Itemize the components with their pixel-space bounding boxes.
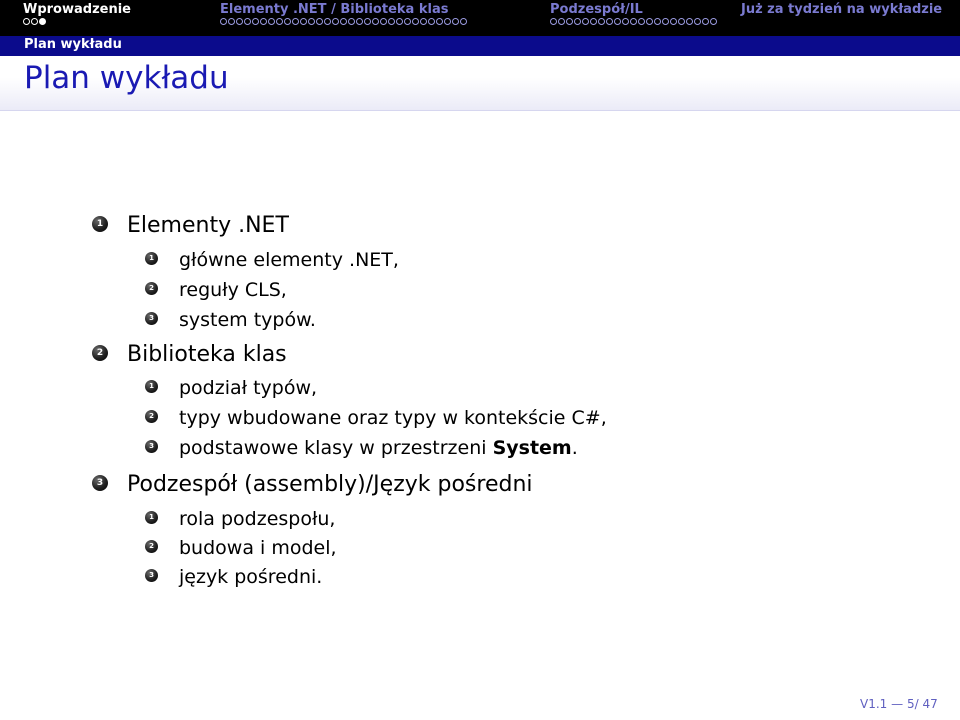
frame-dot[interactable] [550,18,557,25]
frame-title: Plan wykładu [24,60,229,96]
frame-title-bar [0,56,960,111]
outline-item-2 [92,342,287,367]
frame-dot[interactable] [574,18,581,25]
frame-dot[interactable] [220,18,227,25]
number-ball-icon: 1 [145,380,158,393]
frame-dot[interactable] [460,18,467,25]
nav-section-podzespol[interactable]: Podzespół/IL [550,2,643,17]
frame-dot[interactable] [396,18,403,25]
outline-item-label: Biblioteka klas [127,342,287,367]
frame-dot[interactable] [452,18,459,25]
outline-item-1 [92,213,289,238]
nav-section-wprowadzenie[interactable]: Wprowadzenie [23,2,131,17]
outline-subitem-label: język pośredni. [179,566,323,588]
frame-dot[interactable] [654,18,661,25]
frame-dot[interactable] [23,18,30,25]
frame-dot[interactable] [662,18,669,25]
frame-dot-current[interactable] [39,18,46,25]
frame-dot[interactable] [404,18,411,25]
frame-dot[interactable] [300,18,307,25]
frame-dot[interactable] [646,18,653,25]
frame-dot[interactable] [606,18,613,25]
number-ball-icon: 2 [145,540,158,553]
frame-dot[interactable] [284,18,291,25]
frame-dot[interactable] [340,18,347,25]
frame-dot[interactable] [308,18,315,25]
frame-dot[interactable] [638,18,645,25]
frame-dot[interactable] [622,18,629,25]
frame-dot[interactable] [444,18,451,25]
number-ball-icon: 3 [92,475,108,491]
page-counter: 5/ 47 [906,697,938,711]
outline-subitem [145,407,607,429]
nav-section-elementy-net[interactable]: Elementy .NET / Biblioteka klas [220,2,449,17]
subsection-bar [0,36,960,56]
outline-subitem-label-pre: podstawowe klasy w przestrzeni [179,437,493,459]
frame-dot[interactable] [558,18,565,25]
frame-dot[interactable] [324,18,331,25]
outline-subitem [145,377,317,399]
frame-dot[interactable] [566,18,573,25]
outline-subitem [145,508,335,530]
namespace-name: System [492,437,572,459]
frame-dot[interactable] [292,18,299,25]
frame-dot[interactable] [686,18,693,25]
frame-dot[interactable] [436,18,443,25]
frame-dot[interactable] [252,18,259,25]
frame-dot[interactable] [260,18,267,25]
frame-dot[interactable] [332,18,339,25]
number-ball-icon: 3 [145,569,158,582]
frame-dot[interactable] [372,18,379,25]
number-ball-icon: 1 [145,511,158,524]
frame-dot[interactable] [694,18,701,25]
frame-dot[interactable] [356,18,363,25]
outline-item-label: Podzespół (assembly)/Język pośredni [127,472,533,497]
frame-dot[interactable] [244,18,251,25]
outline-subitem-label: budowa i model, [179,537,337,559]
number-ball-icon: 2 [92,345,108,361]
frame-dot[interactable] [702,18,709,25]
outline-subitem [145,537,337,559]
outline-subitem [145,279,287,301]
version-label: V1.1 [860,697,888,711]
frame-dot[interactable] [348,18,355,25]
frame-dot[interactable] [388,18,395,25]
number-ball-icon: 3 [145,312,158,325]
frame-dots-section-2 [220,18,468,30]
frame-dot[interactable] [598,18,605,25]
outline-subitem-label: rola podzespołu, [179,508,336,530]
frame-dot[interactable] [614,18,621,25]
outline-subitem-label: reguły CLS, [179,279,287,301]
number-ball-icon: 1 [92,216,108,232]
number-ball-icon: 3 [145,440,158,453]
outline-subitem-label: system typów. [179,309,316,331]
frame-dot[interactable] [710,18,717,25]
number-ball-icon: 1 [145,252,158,265]
frame-dot[interactable] [31,18,38,25]
number-ball-icon: 2 [145,282,158,295]
frame-dot[interactable] [590,18,597,25]
slide-footer [860,697,938,711]
outline-subitem-label: podział typów, [179,377,318,399]
outline-item-label: Elementy .NET [127,213,289,238]
frame-dot[interactable] [412,18,419,25]
outline-subitem-label-post: . [571,437,578,459]
frame-dot[interactable] [582,18,589,25]
frame-dot[interactable] [228,18,235,25]
frame-dot[interactable] [380,18,387,25]
frame-dots-section-1 [23,18,47,30]
subsection-title[interactable]: Plan wykładu [24,37,122,52]
frame-dot[interactable] [428,18,435,25]
frame-dot[interactable] [670,18,677,25]
frame-dot[interactable] [316,18,323,25]
outline-subitem [145,566,322,588]
frame-dot[interactable] [364,18,371,25]
section-navigation-bar [0,0,960,36]
outline-subitem [145,309,316,331]
footer-separator: — [891,697,904,711]
frame-dots-section-3 [550,18,718,30]
frame-dot[interactable] [630,18,637,25]
outline-subitem-label: typy wbudowane oraz typy w kontekście C#, [179,407,607,429]
frame-dot[interactable] [276,18,283,25]
outline-item-3 [92,472,533,497]
number-ball-icon: 2 [145,410,158,423]
frame-dot[interactable] [678,18,685,25]
nav-section-juz-za-tydzien[interactable]: Już za tydzień na wykładzie [741,2,943,17]
outline-subitem [145,437,578,459]
frame-dot[interactable] [420,18,427,25]
frame-dot[interactable] [268,18,275,25]
frame-dot[interactable] [236,18,243,25]
outline-subitem-label: główne elementy .NET, [179,249,399,271]
outline-subitem [145,249,399,271]
